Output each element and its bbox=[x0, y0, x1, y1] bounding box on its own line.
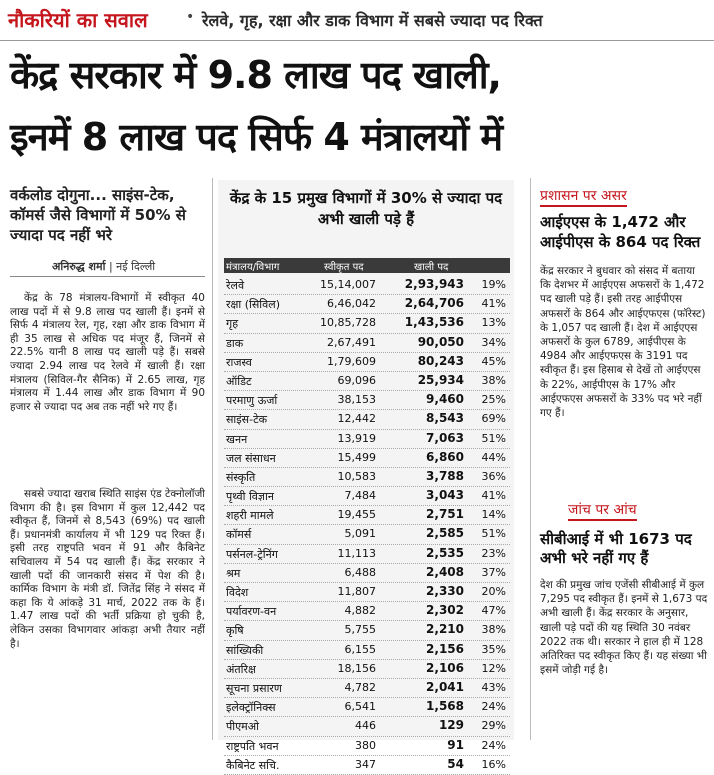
table-row bbox=[224, 468, 510, 487]
headline-line-1: केंद्र सरकार में 9.8 लाख पद खाली, bbox=[10, 53, 501, 97]
row-ministry: डाक bbox=[226, 336, 244, 350]
table-row bbox=[224, 353, 510, 372]
table-row bbox=[224, 679, 510, 698]
row-percent: 14% bbox=[481, 508, 506, 522]
right-paragraph-2: देश की प्रमुख जांच एजेंसी सीबीआई में कुल 7,295 पद स्वीकृत हैं। इनमें से 1,673 पद अभी खाली हैं। केंद्र सरकार के अनुसार, खाली पड़े पदों की यह स्थिति 30 नवंबर 2022 तक थी। सरकार ने हाल ही में 128 अतिरिक्त पद स्वीकृत किए हैं। यह संख्या भी इसमें जोड़ी गई है। bbox=[540, 579, 708, 677]
author-name: अनिरुद्ध शर्मा bbox=[52, 260, 106, 273]
table-row bbox=[224, 737, 510, 756]
row-sanctioned: 38,153 bbox=[337, 393, 376, 407]
row-percent: 69% bbox=[481, 412, 506, 426]
row-ministry: पीएमओ bbox=[226, 720, 260, 734]
row-vacant: 1,568 bbox=[426, 699, 464, 714]
row-vacant: 129 bbox=[438, 718, 464, 733]
row-sanctioned: 7,484 bbox=[344, 489, 376, 503]
table-row bbox=[224, 430, 510, 449]
table-row bbox=[224, 660, 510, 679]
row-ministry: पर्सनल-ट्रेनिंग bbox=[226, 547, 278, 561]
row-ministry: रेलवे bbox=[226, 279, 245, 292]
row-ministry: पर्यावरण-वन bbox=[226, 605, 277, 619]
row-sanctioned: 13,919 bbox=[337, 431, 376, 445]
column-divider bbox=[212, 178, 213, 740]
left-paragraph-1: केंद्र के 78 मंत्रालय-विभागों में स्वीकृत 40 लाख पदों में से 9.8 लाख पद खाली हैं। इनमें से सिर्फ 4 मंत्रालय रेल, गृह, रक्षा और डाक विभाग में ही 35 लाख से अधिक पद मंजूर हैं, जिनमें से 22.5% यानी 8 लाख पद खाली पड़े हैं। सबसे ज्यादा 2.94 लाख पद रेलवे में खाली हैं। रक्षा मंत्रालय (सिविल-गैर सैनिक) में 2.65 लाख, गृह मंत्रालय में 1.44 लाख और डाक विभाग में 90 हजार से ज्यादा पद अब तक नहीं भरे गए हैं। bbox=[10, 292, 205, 413]
row-sanctioned: 11,807 bbox=[337, 585, 376, 598]
row-percent: 29% bbox=[481, 719, 506, 733]
table-body bbox=[224, 276, 510, 775]
row-vacant: 8,543 bbox=[426, 411, 464, 426]
row-sanctioned: 446 bbox=[355, 719, 376, 733]
row-vacant: 1,43,536 bbox=[404, 315, 464, 330]
header-ministry: मंत्रालय/विभाग bbox=[226, 262, 280, 273]
row-vacant: 6,860 bbox=[426, 449, 464, 464]
row-sanctioned: 380 bbox=[355, 738, 376, 752]
row-percent: 38% bbox=[481, 623, 506, 637]
row-ministry: राष्ट्रपति भवन bbox=[226, 739, 279, 753]
row-percent: 36% bbox=[481, 469, 506, 483]
table-row bbox=[224, 545, 510, 564]
row-ministry: अंतरिक्ष bbox=[226, 662, 256, 676]
row-percent: 37% bbox=[481, 565, 506, 579]
row-sanctioned: 11,113 bbox=[337, 546, 376, 560]
row-sanctioned: 15,14,007 bbox=[320, 278, 376, 291]
row-ministry: संस्कृति bbox=[226, 470, 256, 484]
table-row bbox=[224, 621, 510, 640]
section-tag-investigation: जांच पर आंच bbox=[568, 500, 637, 521]
row-percent: 45% bbox=[481, 354, 506, 368]
table-row bbox=[224, 410, 510, 429]
row-ministry: शहरी मामले bbox=[226, 509, 274, 523]
table-row bbox=[224, 756, 510, 775]
series-label: नौकरियों का सवाल bbox=[8, 8, 148, 32]
row-vacant: 2,156 bbox=[426, 641, 464, 656]
right-headline-2: सीबीआई में भी 1673 पद अभी भरे नहीं गए हैं bbox=[540, 530, 692, 567]
table-row bbox=[224, 372, 510, 391]
row-ministry: गृह bbox=[226, 317, 239, 331]
row-ministry: परमाणु ऊर्जा bbox=[226, 394, 278, 408]
row-vacant: 2,041 bbox=[426, 679, 464, 694]
row-sanctioned: 5,755 bbox=[344, 623, 376, 637]
row-ministry: सांख्यिकी bbox=[226, 643, 264, 657]
row-vacant: 2,210 bbox=[426, 622, 464, 637]
row-ministry: साइंस-टेक bbox=[226, 413, 268, 427]
row-vacant: 54 bbox=[447, 756, 464, 771]
row-sanctioned: 19,455 bbox=[337, 508, 376, 522]
row-ministry: रक्षा (सिविल) bbox=[226, 298, 281, 312]
bullet-separator: • bbox=[186, 9, 195, 25]
row-ministry: विदेश bbox=[226, 586, 249, 599]
row-sanctioned: 69,096 bbox=[337, 373, 376, 387]
row-percent: 25% bbox=[481, 393, 506, 407]
table-row bbox=[224, 487, 510, 506]
row-sanctioned: 10,583 bbox=[337, 469, 376, 483]
row-ministry: सूचना प्रसारण bbox=[226, 681, 282, 695]
row-ministry: ऑडिट bbox=[226, 374, 252, 388]
row-sanctioned: 10,85,728 bbox=[320, 316, 376, 330]
row-percent: 20% bbox=[481, 585, 506, 598]
row-percent: 34% bbox=[481, 335, 506, 349]
headline-line-2: इनमें 8 लाख पद सिर्फ 4 मंत्रालयों में bbox=[10, 115, 503, 159]
left-divider bbox=[10, 276, 205, 277]
header-vacant: खाली पद bbox=[414, 262, 449, 273]
table-row bbox=[224, 583, 510, 602]
table-row bbox=[224, 295, 510, 314]
row-percent: 23% bbox=[481, 546, 506, 560]
table-row bbox=[224, 391, 510, 410]
row-percent: 35% bbox=[481, 642, 506, 656]
row-vacant: 2,408 bbox=[426, 564, 464, 579]
row-vacant: 2,585 bbox=[426, 526, 464, 541]
byline bbox=[52, 259, 155, 274]
row-percent: 41% bbox=[481, 489, 506, 503]
row-vacant: 3,043 bbox=[426, 488, 464, 503]
row-vacant: 2,93,943 bbox=[404, 277, 464, 291]
column-divider bbox=[530, 178, 531, 740]
table-row bbox=[224, 698, 510, 717]
table-row bbox=[224, 525, 510, 544]
table-row bbox=[224, 602, 510, 621]
row-vacant: 25,934 bbox=[417, 372, 464, 387]
row-percent: 51% bbox=[481, 527, 506, 541]
row-ministry: कृषि bbox=[226, 624, 244, 638]
row-sanctioned: 12,442 bbox=[337, 412, 376, 426]
row-sanctioned: 18,156 bbox=[337, 661, 376, 675]
top-divider bbox=[0, 40, 714, 41]
row-sanctioned: 6,46,042 bbox=[327, 297, 376, 311]
row-vacant: 2,64,706 bbox=[404, 296, 464, 311]
row-sanctioned: 2,67,491 bbox=[327, 335, 376, 349]
row-vacant: 2,330 bbox=[426, 584, 464, 598]
row-percent: 44% bbox=[481, 450, 506, 464]
row-percent: 19% bbox=[481, 278, 506, 291]
row-ministry: जल संसाधन bbox=[226, 451, 276, 465]
row-ministry: श्रम bbox=[226, 566, 241, 580]
table-title: केंद्र के 15 प्रमुख विभागों में 30% से ज्यादा पद अभी खाली पड़े हैं bbox=[229, 189, 503, 228]
table-row bbox=[224, 717, 510, 736]
row-ministry: इलेक्ट्रॉनिक्स bbox=[226, 701, 276, 715]
table-row bbox=[224, 276, 510, 295]
row-sanctioned: 347 bbox=[355, 757, 376, 771]
table-row bbox=[224, 641, 510, 660]
row-ministry: पृथ्वी विज्ञान bbox=[226, 490, 274, 504]
row-percent: 24% bbox=[481, 738, 506, 752]
row-sanctioned: 6,541 bbox=[344, 700, 376, 714]
row-vacant: 91 bbox=[447, 737, 464, 752]
left-kicker: वर्कलोड दोगुना... साइंस-टेक, कॉमर्स जैसे विभागों में 50% से ज्यादा पद नहीं भरे bbox=[10, 186, 186, 244]
strap-line: रेलवे, गृह, रक्षा और डाक विभाग में सबसे ज्यादा पद रिक्त bbox=[202, 11, 543, 30]
table-row bbox=[224, 334, 510, 353]
row-percent: 12% bbox=[481, 661, 506, 675]
row-sanctioned: 6,488 bbox=[344, 565, 376, 579]
row-vacant: 2,751 bbox=[426, 507, 464, 522]
row-percent: 47% bbox=[481, 604, 506, 618]
table-row bbox=[224, 506, 510, 525]
header-sanctioned: स्वीकृत पद bbox=[324, 262, 364, 273]
row-ministry: कॉमर्स bbox=[226, 528, 252, 542]
row-vacant: 90,050 bbox=[417, 334, 464, 349]
row-percent: 41% bbox=[481, 297, 506, 311]
row-sanctioned: 4,882 bbox=[344, 604, 376, 618]
row-percent: 24% bbox=[481, 700, 506, 714]
row-vacant: 2,535 bbox=[426, 545, 464, 560]
row-vacant: 2,106 bbox=[426, 660, 464, 675]
row-sanctioned: 5,091 bbox=[344, 527, 376, 541]
table-row bbox=[224, 564, 510, 583]
row-ministry: कैबिनेट सचि. bbox=[226, 758, 280, 772]
row-percent: 43% bbox=[481, 680, 506, 694]
row-vacant: 3,788 bbox=[426, 468, 464, 483]
row-percent: 38% bbox=[481, 373, 506, 387]
right-paragraph-1: केंद्र सरकार ने बुधवार को संसद में बताया कि देशभर में आईएएस अफसरों के 1,472 पद खाली पड़े हैं। इसी तरह आईपीएस अफसरों के 864 और आईएफएस (फॉरेस्ट) के 1,057 पद खाली हैं। देश में आईएएस अफसरों के कुल 6789, आईपीएस के 4984 और आईएफएस के 3191 पद स्वीकृत हैं। इस हिसाब से देखें तो आईएएस के 22%, आईपीएस के 17% और आईएफएस अफसरों के 33% पद भरे नहीं गए हैं। bbox=[540, 265, 706, 420]
row-vacant: 7,063 bbox=[426, 430, 464, 445]
row-sanctioned: 15,499 bbox=[337, 450, 376, 464]
dateline: | नई दिल्ली bbox=[105, 260, 156, 273]
row-ministry: खनन bbox=[226, 432, 248, 446]
row-vacant: 2,302 bbox=[426, 603, 464, 618]
row-sanctioned: 4,782 bbox=[344, 680, 376, 694]
row-percent: 13% bbox=[481, 316, 506, 330]
table-row bbox=[224, 314, 510, 333]
row-vacant: 80,243 bbox=[417, 353, 464, 368]
row-sanctioned: 6,155 bbox=[344, 642, 376, 656]
left-paragraph-2: सबसे ज्यादा खराब स्थिति साइंस एंड टेक्नोलॉजी विभाग की है। इस विभाग में कुल 12,442 पद स्वीकृत हैं, जिनमें से 8,543 (69%) पद खाली हैं। प्रधानमंत्री कार्यालय में भी 129 पद रिक्त हैं। इसी तरह राष्ट्रपति भवन में 91 और कैबिनेट सचिवालय में 54 पद खाली हैं। केंद्र सरकार ने खाली पदों की जानकारी संसद में पेश की है। कार्मिक विभाग के मंत्री डॉ. जितेंद्र सिंह ने संसद में कहा कि ये आंकड़े 31 मार्च, 2022 तक के हैं। 1.47 लाख पदों की भर्ती प्रक्रिया हो चुकी है, लेकिन उसका विभागवार आंकड़ा अभी तैयार नहीं है। bbox=[10, 488, 205, 650]
row-percent: 16% bbox=[481, 757, 506, 771]
row-vacant: 9,460 bbox=[426, 392, 464, 407]
row-sanctioned: 1,79,609 bbox=[327, 354, 376, 368]
right-headline-1: आईएएस के 1,472 और आईपीएस के 864 पद रिक्त bbox=[540, 213, 701, 251]
section-tag-administration: प्रशासन पर असर bbox=[540, 186, 627, 207]
table-row bbox=[224, 449, 510, 468]
table-header bbox=[224, 258, 510, 273]
row-ministry: राजस्व bbox=[226, 355, 252, 369]
row-percent: 51% bbox=[481, 431, 506, 445]
